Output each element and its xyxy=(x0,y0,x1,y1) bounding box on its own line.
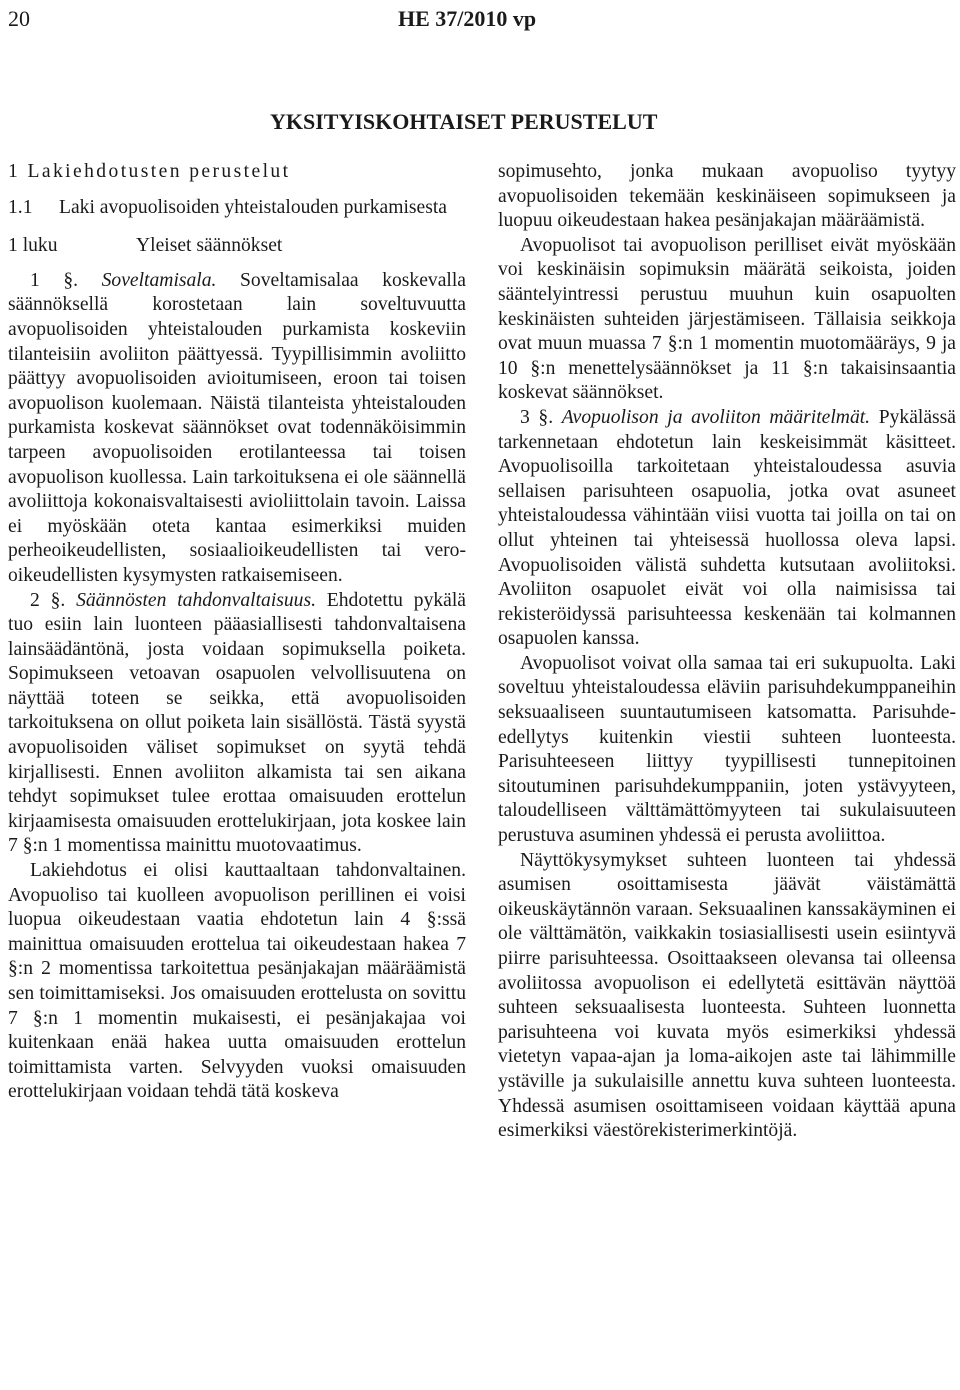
section-2-number: 2 §. xyxy=(30,589,66,611)
section-title: YKSITYISKOHTAISET PERUSTELUT xyxy=(270,109,658,134)
paragraph: Lakiehdotus ei olisi kauttaaltaan tahdonvaltainen. Avopuoliso tai kuolleen avopuolison perillinen ei voisi luopua oikeudestaan vaatia ehdotetun lain 4 §:ssä mainittua omaisuuden erottelua tai oikeudestaan hakea 7 §:n 2 momentissa tarkoitettua pesänjakajan määräämistä sen toimittamiseksi. Jos omaisuuden erottelusta on sovittu 7 §:n 1 momentin mukaisesti, ei pesänjakajaa voi kuitenkaan enää hakea uutta omaisuuden erottelun toimittamista varten. Selvyyden vuoksi omaisuuden erottelukirjaan voidaan tehdä tätä koskeva xyxy=(8,860,466,1103)
section-1-paragraph xyxy=(8,269,466,589)
main-heading: 1 Lakiehdotusten perustelut xyxy=(8,161,291,182)
chapter-number: 1 luku xyxy=(8,235,58,257)
section-3-body: Pykälässä tarkennetaan ehdotetun lain keskeisimmät käsitteet. Avopuolisoilla tarkoitetaan yhteistaloudessa asuvia sellaisen parisuhteen osapuolia, jotka ovat asuneet yhteistaloudessa vähintään viisi vuotta tai joilla on tai on ollut yhteinen tai yhteisessä huollossa oleva lapsi. Avopuolisoiden välistä suhdetta kutsutaan avoliitoksi. Avoliiton osapuolet eivät voi olla naimisissa tai rekisteröidyssä parisuhteessa keskenään tai kolmannen osapuolen kanssa. xyxy=(498,406,956,650)
chapter-heading xyxy=(8,220,466,269)
paragraph: Avopuolisot tai avopuolison perilliset eivät myöskään voi keskinäisin sopimuksin määrätä seikoista, joiden sääntelyintressi perustuu muuhun kuin osapuolten keskinäisten suhteiden järjestämiseen. Tällaisia seikkoja ovat muun muassa 7 §:n 1 momentin muotomääräys, 9 ja 10 §:n menettelysäännökset ja 11 §:n takaisinsaantia koskevat säännökset. xyxy=(498,234,956,404)
section-2-title: Säännösten tahdonvaltaisuus. xyxy=(76,589,316,611)
section-2-body: Ehdotettu pykälä tuo esiin lain luonteen pääasiallisesti tahdonvaltaisena lainsäädäntönä, josta voidaan sopimuksella poiketa. Sopimukseen vetoavan osapuolen velvollisuutena on näyttää toteen se seikka, että avopuolisoiden tarkoituksena on ollut poiketa lain sisällöstä. Tästä syystä avopuolisoiden väliset sopimukset on syytä tehdä kirjallisesti. Ennen avoliiton alkamista tai sen aikana tehdyt sopimukset tulee erottaa omaisuuden erottelun kirjaamisesta omaisuuden erottelukirjaan, jota koskee lain 7 §:n 1 momentissa mainittu muotovaatimus. xyxy=(8,589,466,857)
paragraph: sopimusehto, jonka mukaan avopuoliso tyytyy avopuolisoiden tekemään keskinäiseen sopimukseen ja luopuu oikeudestaan hakea pesänjakajan määräämistä. xyxy=(498,161,956,232)
paragraph: Näyttökysymykset suhteen luonteen tai yhdessä asumisen osoittamisesta jäävät väistämättä oikeuskäytännön varaan. Seksuaalinen kanssakäyminen ei ole välttämätön, vaikkakin tosiasiallisesti usein esiintyvä piirre parisuhteessa. Osoittaakseen olevansa tai olleensa avoliitossa avopuolison ei edellytetä esittävän näyttöä suhteen seksuaalisesta luonteesta. Suhteen luonnetta parisuhteena voi kuvata myös esimerkiksi yhdessä vietetyn vapaa-ajan ja loma-aikojen aste tai lähimmille ystäville ja sukulaisille annettu kuva suhteen luonteesta. Yhdessä asumisen osoittamiseen voidaan käyttää apuna esimerkiksi väestörekisterimerkintöjä. xyxy=(498,849,956,1142)
document-id: HE 37/2010 vp xyxy=(398,6,537,31)
section-1-number: 1 §. xyxy=(30,269,79,291)
section-1-title: Soveltamisala. xyxy=(101,269,217,291)
subheading xyxy=(8,185,466,221)
subheading-number: 1.1 xyxy=(8,196,33,218)
paragraph: Avopuolisot voivat olla samaa tai eri sukupuolta. Laki soveltuu yhteistaloudessa eläviin parisuhdekumppaneihin seksuaaliseen suuntautumiseen katsomatta. Parisuhde-edellytys kuitenkin viestii suhteen luonteesta. Parisuhteeseen liittyy tyypillisesti tunnepitoinen sitoutuminen parisuhdekumppaniin, joten ystävyyteen, taloudelliseen välttämättömyyteen tai sukulaisuuteen perustuva asuminen yhdessä ei perusta avoliittoa. xyxy=(498,652,956,847)
section-3-title: Avopuolison ja avoliiton määritelmät. xyxy=(561,406,871,428)
subheading-text: Laki avopuolisoiden yhteistalouden purkamisesta xyxy=(59,196,447,218)
section-1-body: Soveltamisalaa koskevalla säännöksellä korostetaan lain soveltuvuutta avopuolisoiden yhteistalouden purkamista koskeviin tilanteisiin avoliiton päättyessä. Tyypillisimmin avoliitto päättyy avopuolisoiden avioitumiseen, eroon tai toisen avopuolison kuolemaan. Näistä tilanteista yhteistalouden purkamista koskevat säännökset ovat todennäköisimmin tarpeen avopuolisoiden erotilanteessa tai toisen avopuolison kuollessa. Lain tarkoituksena ei ole säännellä avoliittoja kokonaisvaltaisesti avioliittolain tavoin. Laissa ei myöskään oteta kantaa esimerkiksi muiden perheoikeudellisten, sosiaalioikeudellisten tai vero-oikeudellisten kysymysten ratkaisemiseen. xyxy=(8,269,466,586)
chapter-title: Yleiset säännökset xyxy=(136,235,283,257)
section-3-number: 3 §. xyxy=(520,406,554,428)
page-number: 20 xyxy=(8,6,30,31)
right-column xyxy=(498,160,956,1144)
section-2-paragraph xyxy=(8,589,466,860)
section-3-paragraph xyxy=(498,406,956,652)
left-column xyxy=(8,160,466,1105)
